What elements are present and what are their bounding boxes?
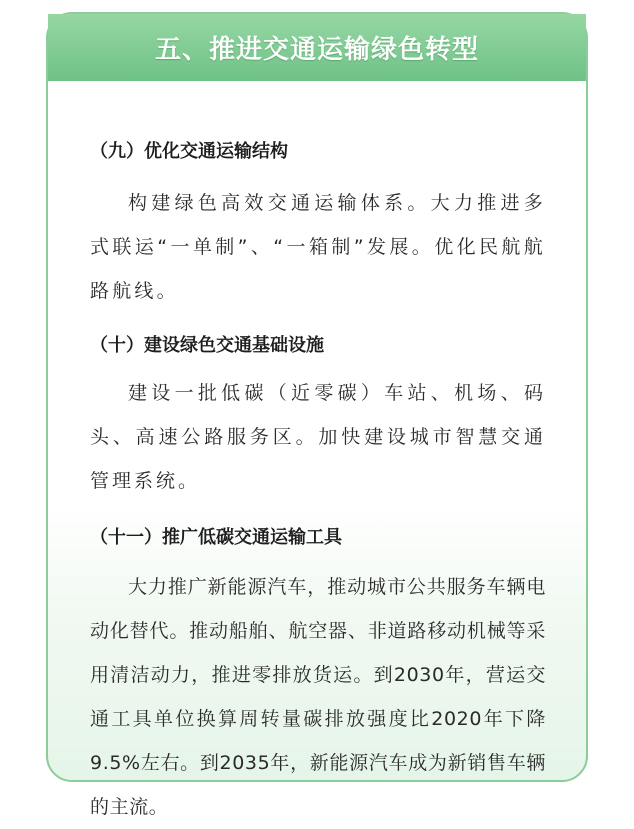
section-heading: （九）优化交通运输结构 [90, 141, 288, 162]
article-card [46, 12, 588, 818]
card-header [48, 14, 586, 81]
article-content [48, 137, 586, 829]
section-paragraph: 构建绿色高效交通运输体系。大力推进多式联运“一单制”、“一箱制”发展。优化民航航路航线。 [90, 192, 546, 302]
section-9 [90, 137, 546, 313]
section-10 [90, 331, 546, 503]
section-11 [90, 523, 546, 829]
section-paragraph: 大力推广新能源汽车，推动城市公共服务车辆电动化替代。推动船舶、航空器、非道路移动机械等采用清洁动力，推进零排放货运。到2030年，营运交通工具单位换算周转量碳排放强度比2020年下降9.5%左右。到2035年，新能源汽车成为新销售车辆的主流。 [90, 576, 546, 818]
section-heading: （十）建设绿色交通基础设施 [90, 335, 324, 356]
section-heading: （十一）推广低碳交通运输工具 [90, 527, 342, 548]
section-paragraph: 建设一批低碳（近零碳）车站、机场、码头、高速公路服务区。加快建设城市智慧交通管理系统。 [90, 382, 546, 492]
page-title: 五、推进交通运输绿色转型 [154, 35, 479, 65]
